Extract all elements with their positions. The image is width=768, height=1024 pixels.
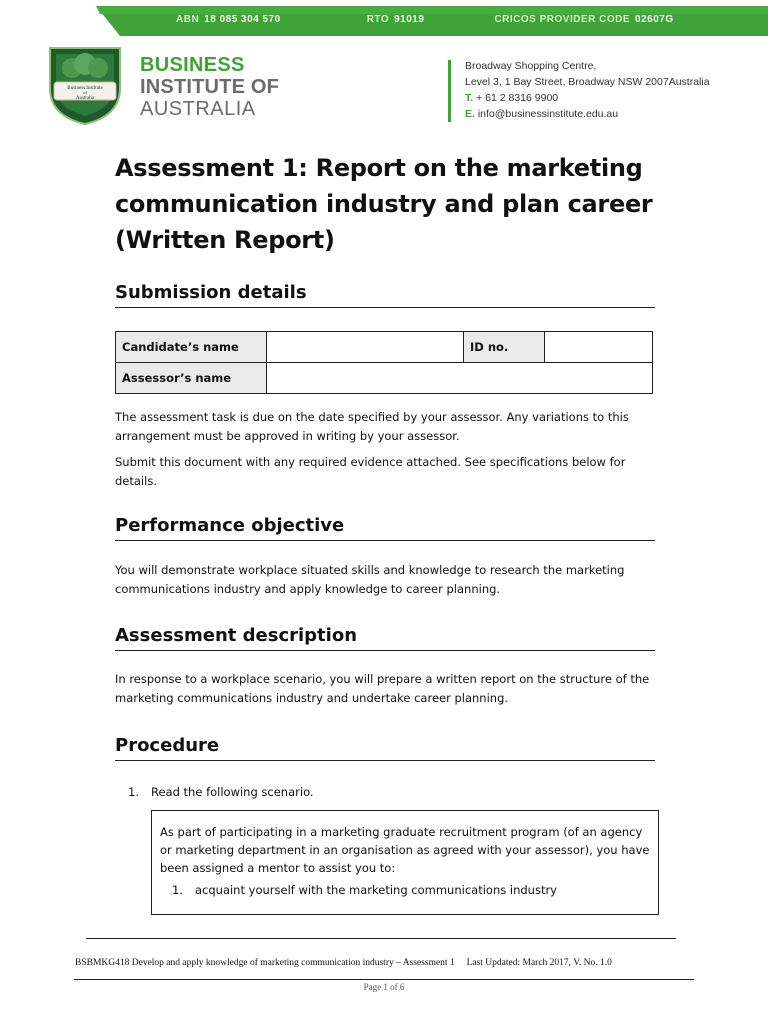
submission-table bbox=[115, 331, 653, 394]
assessment-line2: marketing communications industry and undertake career planning. bbox=[115, 691, 509, 705]
procedure-step-1 bbox=[128, 783, 314, 802]
submission-section bbox=[115, 282, 655, 308]
assessment-line1: In response to a workplace scenario, you will prepare a written report on the structure of the bbox=[115, 672, 650, 686]
id-no-label: ID no. bbox=[464, 332, 545, 363]
performance-line1: You will demonstrate workplace situated skills and knowledge to research the marketing bbox=[115, 563, 625, 577]
abn-key: ABN bbox=[176, 13, 200, 25]
document-title bbox=[115, 150, 655, 258]
assessor-name-field[interactable] bbox=[267, 363, 653, 394]
phone-line bbox=[465, 90, 710, 106]
scenario-line2: or marketing department in an organisation as agreed with your assessor), you have bbox=[160, 843, 650, 857]
performance-section bbox=[115, 515, 655, 599]
cricos-key: CRICOS PROVIDER CODE bbox=[494, 13, 631, 25]
id-no-field[interactable] bbox=[545, 332, 653, 363]
abn-value: 18 085 304 570 bbox=[204, 13, 281, 25]
brand-name bbox=[140, 54, 279, 120]
address-divider bbox=[448, 60, 451, 122]
svg-text:Business Institute: Business Institute bbox=[67, 86, 103, 91]
step-text: Read the following scenario. bbox=[150, 785, 314, 799]
scenario-box bbox=[151, 810, 659, 915]
submission-text bbox=[115, 408, 675, 491]
scenario-item-text: acquaint yourself with the marketing communications industry bbox=[194, 883, 557, 897]
footer-divider-top bbox=[86, 938, 676, 939]
svg-text:Australia: Australia bbox=[75, 96, 95, 101]
address-block bbox=[465, 58, 710, 122]
phone-value: + 61 2 8316 9900 bbox=[476, 92, 559, 104]
cricos-value: 02607G bbox=[635, 13, 674, 25]
footer-divider-bottom bbox=[74, 979, 694, 980]
submission-para1-line1: The assessment task is due on the date specified by your assessor. Any variations to this bbox=[115, 410, 629, 424]
header-banner bbox=[0, 0, 768, 36]
institute-crest-logo bbox=[44, 44, 126, 126]
assessment-heading: Assessment description bbox=[115, 625, 655, 651]
scenario-line3: been assigned a mentor to assist you to: bbox=[160, 861, 396, 875]
address-line-2: Level 3, 1 Bay Street, Broadway NSW 2007Australia bbox=[465, 76, 710, 88]
phone-key: T. bbox=[465, 92, 474, 104]
rto-value: 91019 bbox=[394, 13, 425, 25]
title-line-1: Assessment 1: Report on the marketing bbox=[115, 154, 643, 182]
table-row bbox=[116, 363, 653, 394]
scenario-line1: As part of participating in a marketing graduate recruitment program (of an agency bbox=[160, 825, 643, 839]
email-line[interactable] bbox=[465, 106, 710, 122]
page-number: Page 1 of 6 bbox=[363, 982, 405, 992]
step-number: 1. bbox=[128, 785, 139, 799]
performance-line2: communications industry and apply knowledge to career planning. bbox=[115, 582, 501, 596]
submission-heading: Submission details bbox=[115, 282, 655, 308]
rto-key: RTO bbox=[366, 13, 390, 25]
footer-text: BSBMKG418 Develop and apply knowledge of marketing communication industry – Assessment 1 Last Updated: March 2017, V. No. 1.0 bbox=[75, 958, 612, 968]
assessment-section bbox=[115, 625, 675, 708]
email-key: E. bbox=[465, 108, 475, 120]
address-line-1: Broadway Shopping Centre, bbox=[465, 60, 597, 72]
performance-heading: Performance objective bbox=[115, 515, 655, 541]
procedure-section bbox=[115, 735, 655, 761]
submission-para1-line2: arrangement must be approved in writing by your assessor. bbox=[115, 429, 460, 443]
candidate-name-label: Candidate’s name bbox=[116, 332, 267, 363]
svg-text:of: of bbox=[83, 90, 87, 95]
brand-line-2: INSTITUTE OF bbox=[140, 76, 280, 98]
table-row bbox=[116, 332, 653, 363]
procedure-heading: Procedure bbox=[115, 735, 655, 761]
title-line-2: communication industry and plan career bbox=[115, 190, 653, 218]
brand-line-3: AUSTRALIA bbox=[140, 98, 256, 120]
submission-para2-line1: Submit this document with any required evidence attached. See specifications below for bbox=[115, 455, 626, 469]
title-line-3: (Written Report) bbox=[115, 226, 335, 254]
scenario-item-number: 1. bbox=[172, 883, 183, 897]
candidate-name-field[interactable] bbox=[267, 332, 464, 363]
brand-line-1: BUSINESS bbox=[140, 54, 245, 76]
scenario-item bbox=[160, 881, 650, 899]
email-value[interactable]: info@businessinstitute.edu.au bbox=[477, 108, 619, 120]
submission-para2-line2: details. bbox=[115, 474, 157, 488]
assessor-name-label: Assessor’s name bbox=[116, 363, 267, 394]
